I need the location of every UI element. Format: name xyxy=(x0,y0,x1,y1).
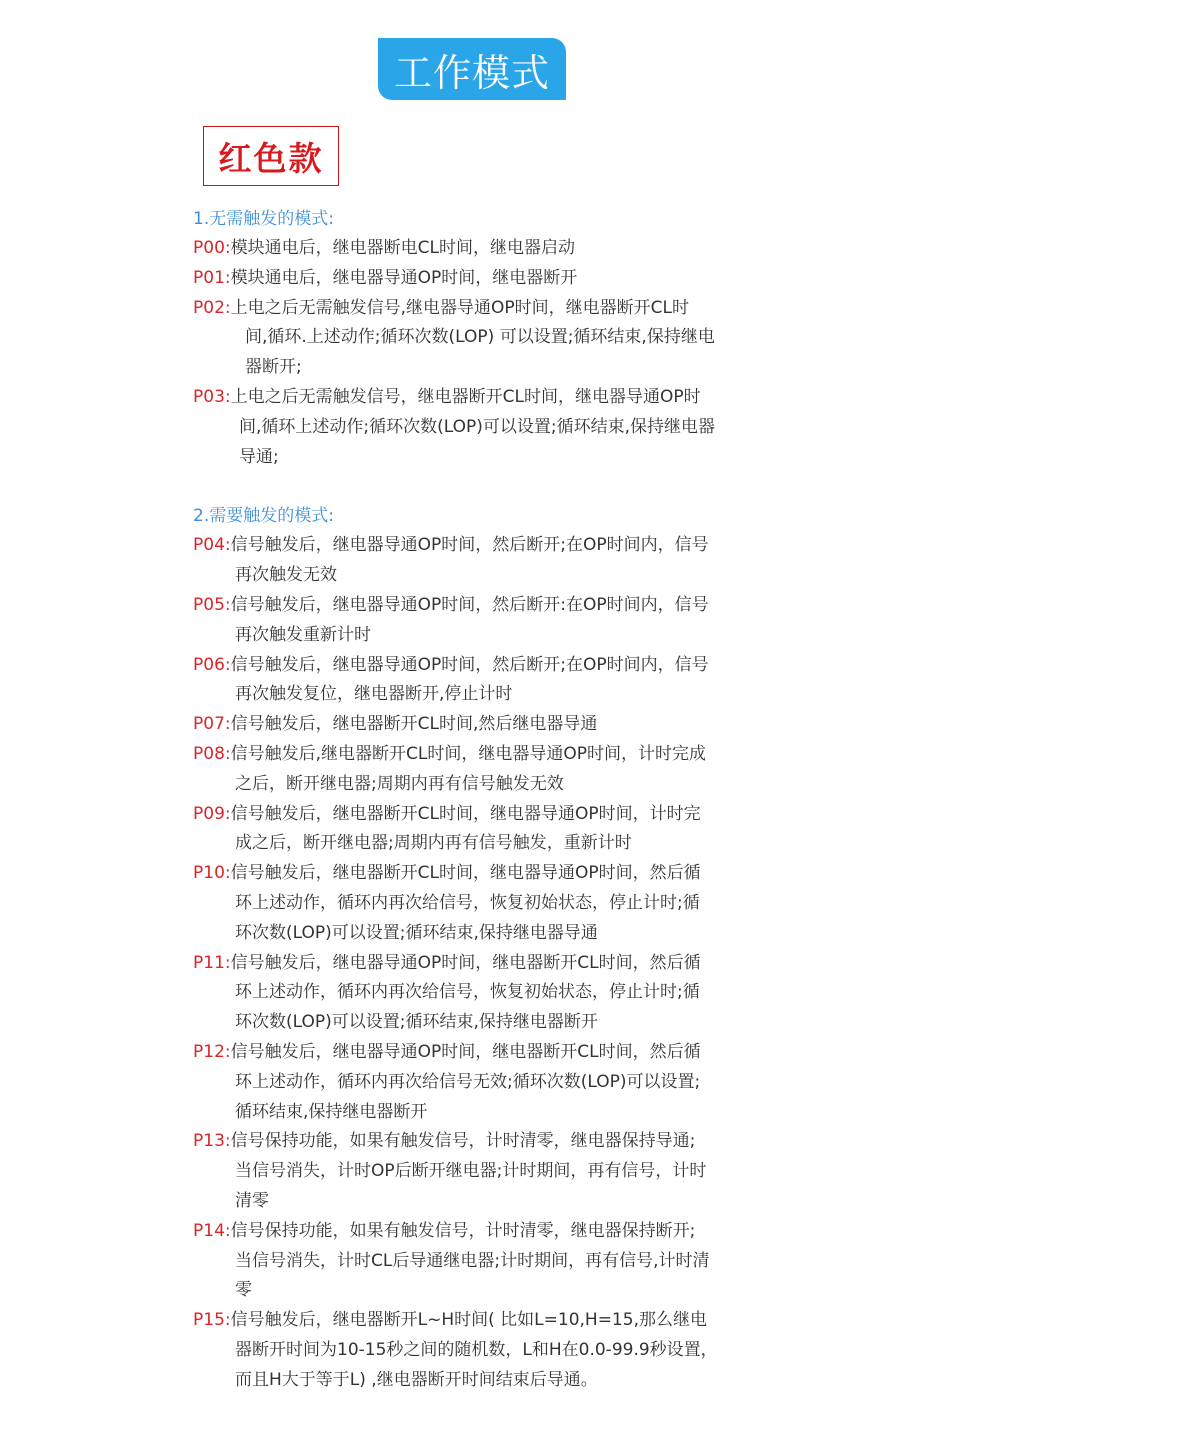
mode-description-line: 环次数(LOP)可以设置;循环结束,保持继电器断开 xyxy=(235,1012,598,1033)
mode-description-line: 再次触发重新计时 xyxy=(235,624,371,645)
mode-first-line xyxy=(193,800,773,830)
mode-description xyxy=(231,710,598,740)
mode-item-p09 xyxy=(193,800,773,860)
mode-code: P14: xyxy=(193,1220,231,1241)
mode-description-line: 环上述动作，循环内再次给信号无效;循环次数(LOP)可以设置; xyxy=(235,1071,701,1092)
mode-description-line: 成之后，断开继电器;周期内再有信号触发，重新计时 xyxy=(235,833,632,854)
mode-first-line xyxy=(193,383,773,413)
mode-description-line: 导通; xyxy=(239,446,279,467)
mode-description-line: 器断开时间为10-15秒之间的随机数，L和H在0.0-99.9秒设置， xyxy=(235,1339,718,1360)
section-trigger-items xyxy=(193,531,773,1395)
mode-description-line: 清零 xyxy=(235,1190,269,1211)
mode-code: P13: xyxy=(193,1131,231,1152)
mode-code: P02: xyxy=(193,297,231,318)
mode-code: P06: xyxy=(193,654,231,675)
mode-description-line: 间,循环.上述动作;循环次数(LOP) 可以设置;循环结束,保持继电 xyxy=(245,327,715,348)
page-title: 工作模式 xyxy=(393,50,550,95)
mode-description-line: 循环结束,保持继电器断开 xyxy=(235,1101,428,1122)
mode-description-line: 信号保持功能，如果有触发信号，计时清零，继电器保持断开; xyxy=(230,1220,696,1241)
mode-continuation xyxy=(193,1336,773,1396)
mode-continuation xyxy=(193,1157,773,1217)
mode-continuation xyxy=(193,413,773,473)
mode-first-line xyxy=(193,859,773,889)
mode-description-line: 信号触发后，继电器断开CL时间，继电器导通OP时间，然后循 xyxy=(230,863,701,884)
mode-continuation xyxy=(193,1068,773,1128)
mode-description-line: 环次数(LOP)可以设置;循环结束,保持继电器导通 xyxy=(235,922,598,943)
mode-description xyxy=(231,264,578,294)
mode-description-line: 上电之后无需触发信号，继电器断开CL时间，继电器导通OP时 xyxy=(230,386,701,407)
mode-description-line: 再次触发复位，继电器断开,停止计时 xyxy=(235,684,513,705)
mode-code: P10: xyxy=(193,863,231,884)
mode-item-p08 xyxy=(193,740,773,800)
mode-continuation xyxy=(193,829,773,859)
mode-continuation xyxy=(193,323,773,383)
mode-first-line xyxy=(193,531,773,561)
mode-description xyxy=(231,234,575,264)
mode-code: P09: xyxy=(193,803,231,824)
mode-item-p11 xyxy=(193,949,773,1038)
variant-badge-label: 红色款 xyxy=(218,138,324,178)
mode-item-p03 xyxy=(193,383,773,472)
mode-code: P04: xyxy=(193,535,231,556)
mode-code: P08: xyxy=(193,743,231,764)
section-spacer xyxy=(193,472,773,501)
title-banner xyxy=(378,38,566,100)
mode-item-p05 xyxy=(193,591,773,651)
mode-item-p02 xyxy=(193,294,773,383)
mode-first-line xyxy=(193,591,773,621)
mode-description-line: 模块通电后，继电器导通OP时间，继电器断开 xyxy=(230,267,578,288)
section-title-no-trigger: 1.无需触发的模式: xyxy=(193,209,334,229)
mode-code: P03: xyxy=(193,386,231,407)
mode-item-p00 xyxy=(193,234,773,264)
mode-description-line: 环上述动作，循环内再次给信号，恢复初始状态，停止计时;循 xyxy=(235,892,700,913)
mode-description-line: 信号触发后，继电器导通OP时间，继电器断开CL时间，然后循 xyxy=(230,1041,701,1062)
mode-continuation xyxy=(193,621,773,651)
mode-code: P01: xyxy=(193,267,231,288)
mode-description-line: 再次触发无效 xyxy=(235,565,337,586)
mode-item-p10 xyxy=(193,859,773,948)
mode-first-line xyxy=(193,1127,773,1157)
mode-description-line: 零 xyxy=(235,1280,252,1301)
mode-continuation xyxy=(193,978,773,1038)
section-no-trigger-items xyxy=(193,234,773,472)
mode-first-line xyxy=(193,1306,773,1336)
mode-code: P15: xyxy=(193,1310,231,1331)
mode-list xyxy=(193,204,773,1395)
mode-continuation xyxy=(193,889,773,949)
mode-item-p07 xyxy=(193,710,773,740)
mode-continuation xyxy=(193,680,773,710)
mode-continuation xyxy=(193,1247,773,1307)
mode-continuation xyxy=(193,561,773,591)
mode-description-line: 信号触发后，继电器导通OP时间，然后断开;在OP时间内，信号 xyxy=(230,654,709,675)
mode-description-line: 当信号消失，计时CL后导通继电器;计时期间，再有信号,计时清 xyxy=(235,1250,710,1271)
mode-description-line: 信号保持功能，如果有触发信号，计时清零，继电器保持导通; xyxy=(230,1131,696,1152)
mode-code: P07: xyxy=(193,714,231,735)
mode-description-line: 信号触发后，继电器导通OP时间，然后断开;在OP时间内，信号 xyxy=(230,535,709,556)
mode-description-line: 信号触发后，继电器导通OP时间，然后断开:在OP时间内，信号 xyxy=(230,594,709,615)
mode-item-p14 xyxy=(193,1217,773,1306)
mode-description-line: 信号触发后，继电器断开L~H时间( 比如L=10,H=15,那么继电 xyxy=(230,1310,707,1331)
mode-description-line: 信号触发后,继电器断开CL时间，继电器导通OP时间，计时完成 xyxy=(230,743,707,764)
mode-item-p13 xyxy=(193,1127,773,1216)
mode-first-line xyxy=(193,740,773,770)
mode-description-line: 而且H大于等于L) ,继电器断开时间结束后导通。 xyxy=(235,1369,598,1390)
mode-first-line xyxy=(193,949,773,979)
mode-code: P00: xyxy=(193,238,231,258)
mode-description-line: 当信号消失，计时OP后断开继电器;计时期间，再有信号，计时 xyxy=(235,1161,707,1182)
mode-description-line: 信号触发后，继电器断开CL时间,然后继电器导通 xyxy=(230,714,598,735)
mode-item-p15 xyxy=(193,1306,773,1395)
mode-first-line xyxy=(193,1038,773,1068)
mode-description-line: 器断开; xyxy=(245,357,302,378)
variant-badge xyxy=(203,126,339,186)
mode-description-line: 上电之后无需触发信号,继电器导通OP时间，继电器断开CL时 xyxy=(230,297,690,318)
mode-first-line xyxy=(193,294,773,324)
mode-continuation xyxy=(193,770,773,800)
mode-code: P05: xyxy=(193,594,231,615)
mode-description-line: 之后，断开继电器;周期内再有信号触发无效 xyxy=(235,773,564,794)
mode-item-p01 xyxy=(193,264,773,294)
mode-code: P11: xyxy=(193,952,231,973)
mode-code: P12: xyxy=(193,1041,231,1062)
mode-description-line: 间,循环上述动作;循环次数(LOP)可以设置;循环结束,保持继电器 xyxy=(239,416,716,437)
mode-first-line xyxy=(193,651,773,681)
mode-description-line: 环上述动作，循环内再次给信号，恢复初始状态，停止计时;循 xyxy=(235,982,700,1003)
mode-first-line xyxy=(193,1217,773,1247)
mode-description-line: 信号触发后，继电器断开CL时间，继电器导通OP时间，计时完 xyxy=(230,803,701,824)
section-title-trigger: 2.需要触发的模式: xyxy=(193,506,334,527)
mode-item-p12 xyxy=(193,1038,773,1127)
mode-description-line: 模块通电后，继电器断电CL时间，继电器启动 xyxy=(230,238,575,258)
mode-item-p04 xyxy=(193,531,773,591)
mode-description-line: 信号触发后，继电器导通OP时间，继电器断开CL时间，然后循 xyxy=(230,952,701,973)
mode-item-p06 xyxy=(193,651,773,711)
